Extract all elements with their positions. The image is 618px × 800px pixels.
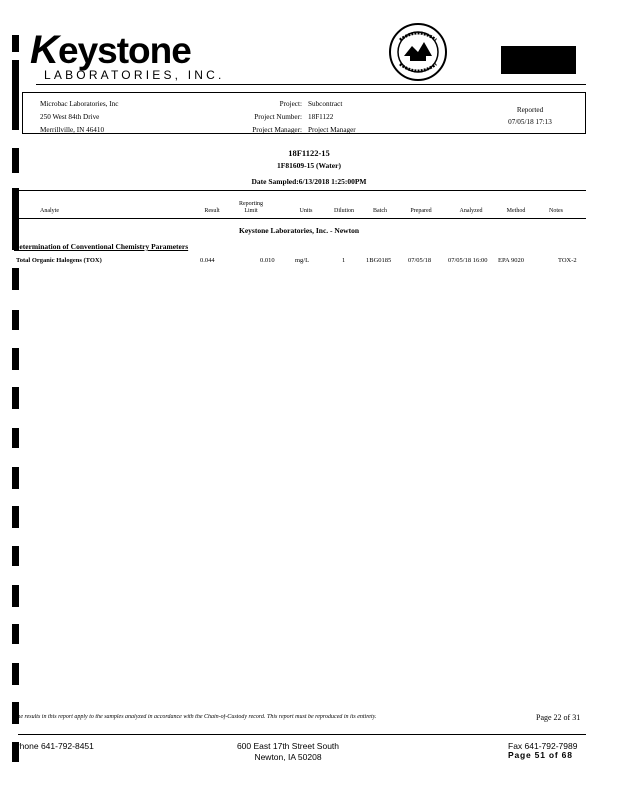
table-row-dilution: 1	[342, 257, 346, 264]
redaction-block	[501, 46, 576, 74]
sample-lab-id: 1F81609-15 (Water)	[277, 161, 341, 170]
lab-location: Keystone Laboratories, Inc. - Newton	[239, 226, 359, 235]
footer-disclaimer: The results in this report apply to the samples analyzed in accordance with the Chain-of-Custody record. This report must be reproduced in its entirety.	[14, 714, 377, 720]
footer-address-line2: Newton, IA 50208	[254, 752, 322, 762]
company-logo-subtitle: LABORATORIES, INC.	[44, 68, 225, 82]
table-row-analyte: Total Organic Halogens (TOX)	[16, 257, 102, 264]
margin-mark	[12, 268, 19, 290]
margin-mark	[12, 310, 19, 330]
reported-date: 07/05/18 17:13	[508, 118, 552, 126]
project-value: Subcontract	[308, 100, 343, 108]
col-header-units: Units	[299, 208, 313, 214]
col-header-reporting-limit: Reporting Limit	[239, 201, 263, 214]
table-row-method: EPA 9020	[498, 257, 524, 264]
margin-mark	[12, 428, 19, 448]
col-header-prepared: Prepared	[410, 208, 432, 214]
client-address-line1: 250 West 84th Drive	[40, 113, 100, 121]
project-manager-value: Project Manager	[308, 126, 356, 134]
margin-mark	[12, 35, 19, 52]
table-row-analyzed: 07/05/18 16:00	[448, 257, 488, 264]
col-header-batch: Batch	[373, 208, 387, 214]
project-label: Project:	[279, 100, 302, 108]
margin-mark	[12, 585, 19, 607]
margin-mark	[12, 60, 19, 130]
margin-mark	[12, 348, 19, 370]
project-number-value: 18F1122	[308, 113, 334, 121]
margin-mark	[12, 624, 19, 644]
accreditation-seal-icon	[388, 22, 448, 82]
col-header-result: Result	[204, 208, 220, 214]
company-logo-word: eystone	[58, 30, 191, 71]
col-header-method: Method	[506, 208, 526, 214]
margin-mark	[12, 506, 19, 528]
project-manager-label: Project Manager:	[252, 126, 302, 134]
margin-mark	[12, 467, 19, 489]
footer-address-line1: 600 East 17th Street South	[236, 741, 340, 751]
table-header-top-rule	[18, 190, 586, 191]
table-row-reporting-limit: 0.010	[260, 257, 275, 264]
col-header-notes: Notes	[549, 208, 563, 214]
table-header-bottom-rule	[18, 218, 586, 219]
col-header-dilution: Dilution	[333, 208, 354, 214]
section-heading: Determination of Conventional Chemistry Parameters	[14, 242, 189, 251]
date-sampled: Date Sampled:6/13/2018 1:25:00PM	[251, 177, 367, 186]
footer-rule	[18, 734, 586, 735]
project-number-label: Project Number:	[254, 113, 302, 121]
header-rule	[36, 84, 586, 85]
table-row-units: mg/L	[295, 257, 310, 264]
margin-mark	[12, 702, 19, 724]
table-row-notes: TOX-2	[558, 257, 577, 264]
margin-mark	[12, 148, 19, 173]
table-row-batch: 1BG0185	[366, 257, 392, 264]
col-header-analyte: Analyte	[40, 208, 59, 214]
margin-mark	[12, 546, 19, 566]
table-row-result: 0.044	[200, 257, 215, 264]
fax-page-stamp: Page 51 of 68	[508, 750, 573, 760]
company-logo-k: K	[30, 28, 58, 72]
footer-phone: Phone 641-792-8451	[14, 741, 94, 751]
table-row-prepared: 07/05/18	[408, 257, 432, 264]
margin-mark	[12, 663, 19, 685]
footer-page-label: Page 22 of 31	[536, 713, 581, 722]
client-name: Microbac Laboratories, Inc	[40, 100, 119, 108]
reported-label: Reported	[516, 106, 544, 114]
sample-id: 18F1122-15	[288, 148, 330, 158]
col-header-analyzed: Analyzed	[459, 208, 483, 214]
client-address-line2: Merrillville, IN 46410	[40, 126, 105, 134]
footer-fax: Fax 641-792-7989	[508, 741, 578, 751]
margin-mark	[12, 387, 19, 409]
